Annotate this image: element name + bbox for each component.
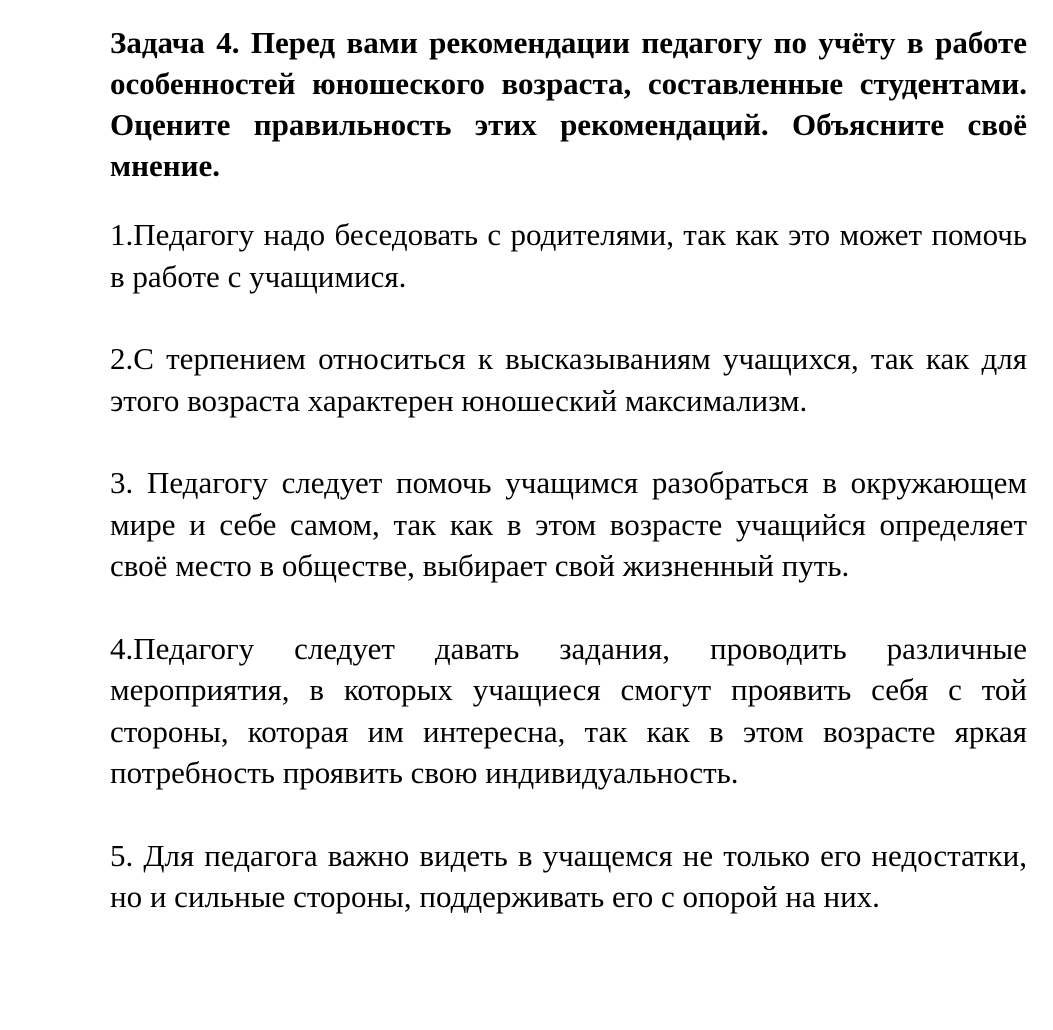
task-heading: Задача 4. Перед вами рекомендации педагогу по учёту в работе особенностей юношеского возраста, составленные студентами. Оцените правильность этих рекомендаций. Объясните своё мнение.	[110, 25, 1027, 183]
recommendation-4: 4.Педагогу следует давать задания, проводить различные мероприятия, в которых учащиеся смогут проявить себя с той стороны, которая им интересна, так как в этом возрасте яркая потребность проявить свою индивидуальность.	[110, 630, 1027, 790]
document-page	[110, 22, 1027, 959]
recommendation-3: 3. Педагогу следует помочь учащимся разобраться в окружающем мире и себе самом, так как в этом возрасте учащийся определяет своё место в обществе, выбирает свой жизненный путь.	[110, 465, 1027, 583]
recommendation-5: 5. Для педагога важно видеть в учащемся не только его недостатки, но и сильные стороны, поддерживать его с опорой на них.	[110, 837, 1027, 914]
recommendation-1: 1.Педагогу надо беседовать с родителями, так как это может помочь в работе с учащимися.	[110, 217, 1027, 294]
recommendation-2: 2.С терпением относиться к высказываниям учащихся, так как для этого возраста характерен юношеский максимализм.	[110, 341, 1027, 418]
